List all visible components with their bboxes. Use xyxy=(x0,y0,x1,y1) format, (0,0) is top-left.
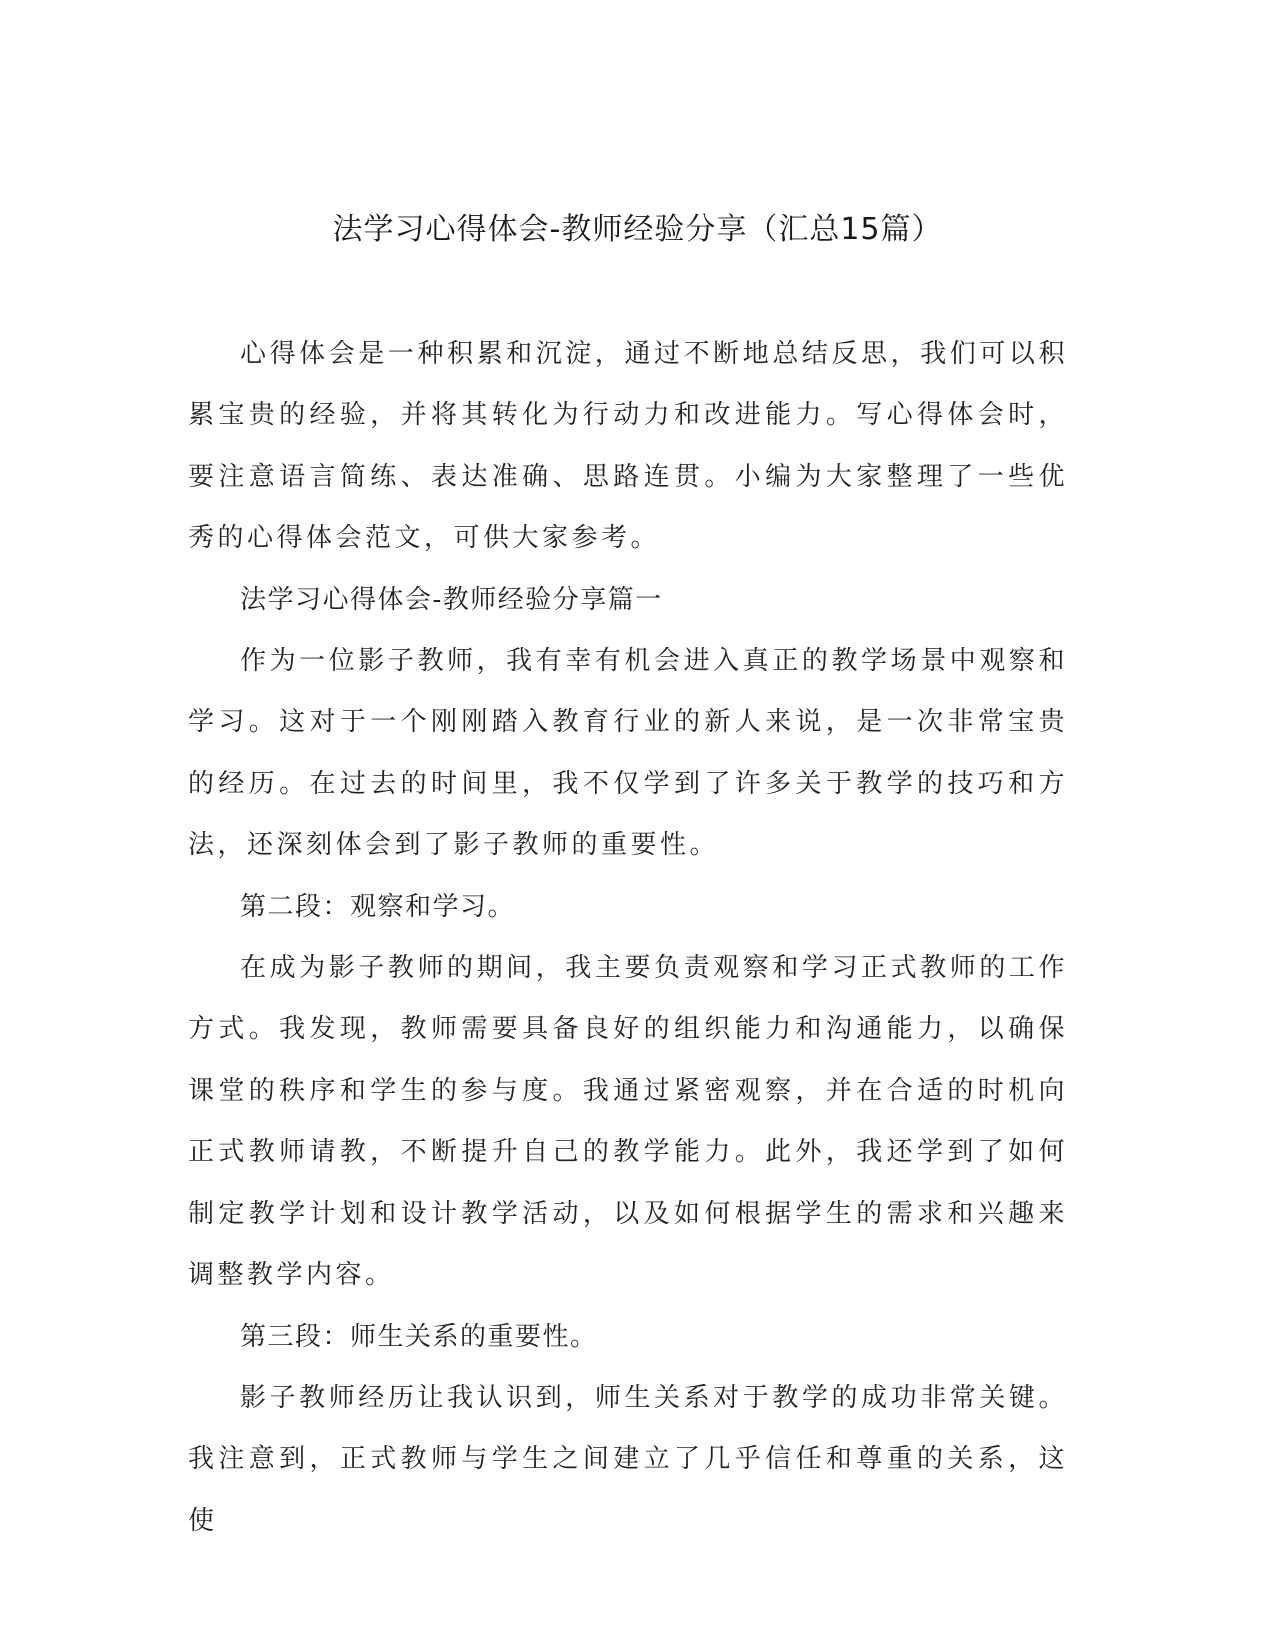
document-title: 法学习心得体会-教师经验分享（汇总15篇） xyxy=(332,212,943,247)
body-paragraph: 作为一位影子教师，我有幸有机会进入真正的教学场景中观察和学习。这对于一个刚刚踏入教育行业的新人来说，是一次非常宝贵的经历。在过去的时间里，我不仅学到了许多关于教学的技巧和方法，还深刻体会到了影子教师的重要性。 xyxy=(188,646,1068,861)
intro-paragraph: 心得体会是一种积累和沉淀，通过不断地总结反思，我们可以积累宝贵的经验，并将其转化为行动力和改进能力。写心得体会时，要注意语言简练、表达准确、思路连贯。小编为大家整理了一些优秀的心得体会范文，可供大家参考。 xyxy=(188,339,1068,554)
document-body xyxy=(188,324,1068,1552)
section-heading: 法学习心得体会-教师经验分享篇一 xyxy=(240,584,663,615)
section-heading: 第二段：观察和学习。 xyxy=(240,891,516,922)
body-paragraph: 在成为影子教师的期间，我主要负责观察和学习正式教师的工作方式。我发现，教师需要具备良好的组织能力和沟通能力，以确保课堂的秩序和学生的参与度。我通过紧密观察，并在合适的时机向正式教师请教，不断提升自己的教学能力。此外，我还学到了如何制定教学计划和设计教学活动，以及如何根据学生的需求和兴趣来调整教学内容。 xyxy=(188,953,1068,1291)
section-heading: 第三段：师生关系的重要性。 xyxy=(240,1321,598,1352)
body-paragraph: 影子教师经历让我认识到，师生关系对于教学的成功非常关键。我注意到，正式教师与学生之间建立了几乎信任和尊重的关系，这使 xyxy=(188,1382,1068,1536)
